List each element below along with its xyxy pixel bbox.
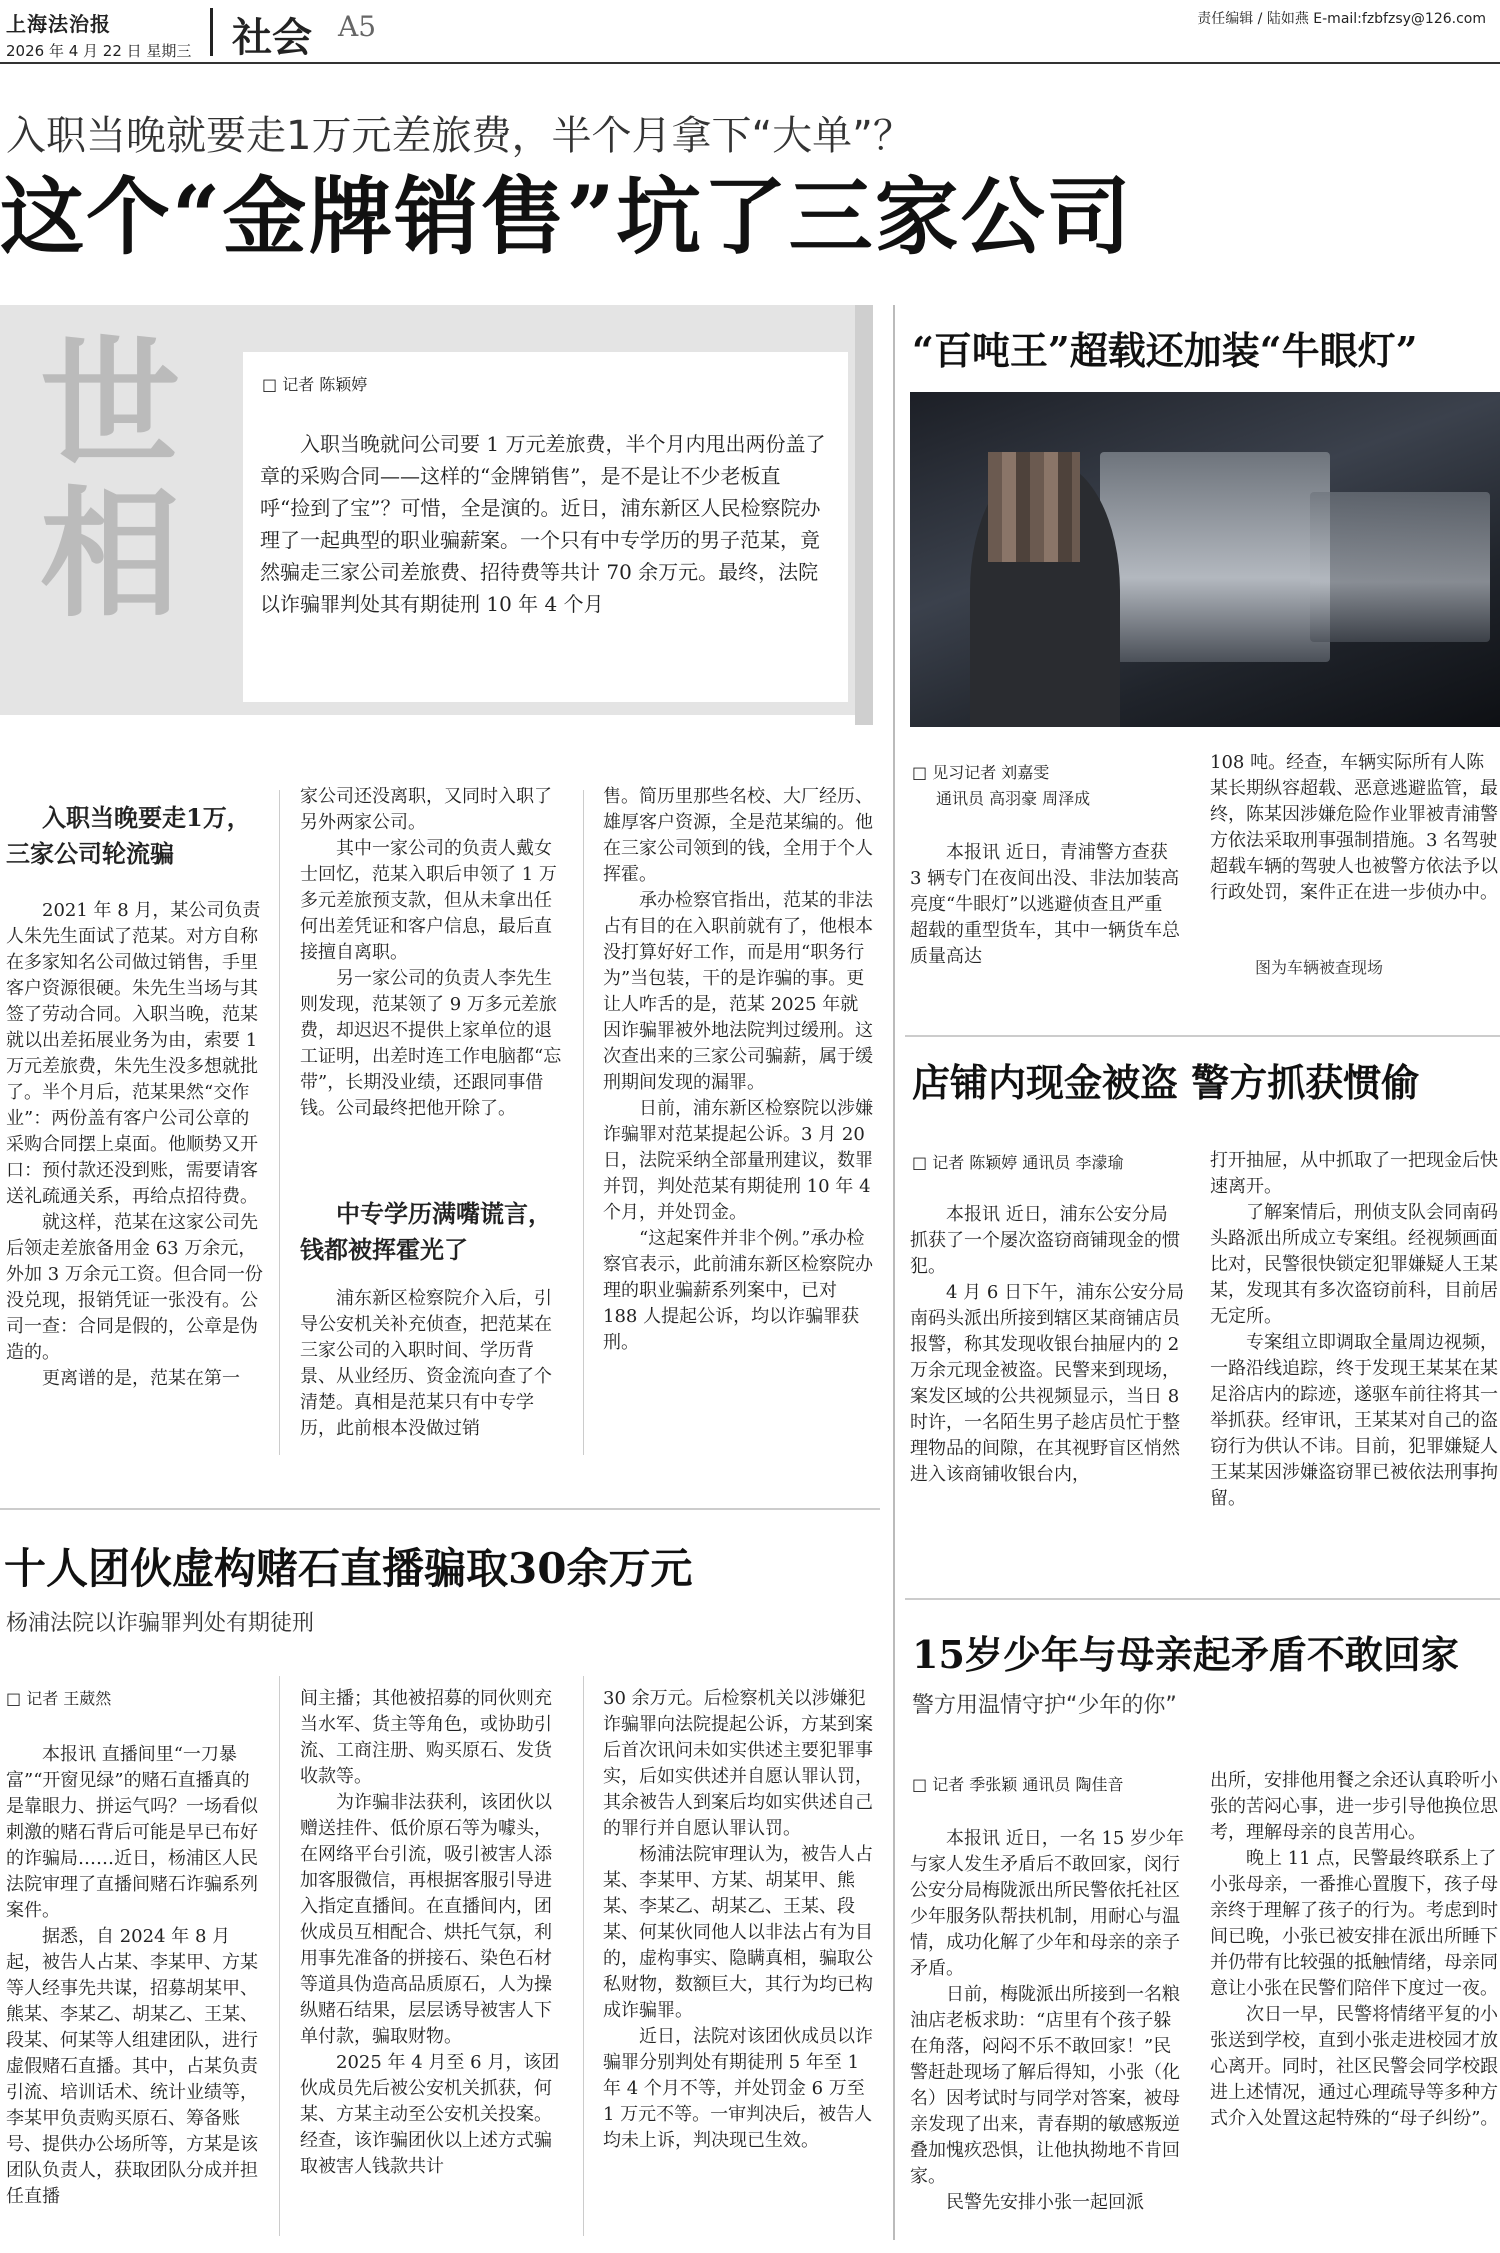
lead-subhead-2: 中专学历满嘴谎言，钱都被挥霍光了 xyxy=(300,1199,552,1264)
paragraph: 108 吨。经查，车辆实际所有人陈某长期纵容超载、恶意逃避监管，最终，陈某因涉嫌危险作业罪被青浦警方依法采取刑事强制措施。3 名驾驶超载车辆的驾驶人也被警方依法予以行政处罚，案件正在进一步侦办中。 xyxy=(1210,752,1498,903)
gang-column-1 xyxy=(6,1742,266,2210)
paragraph: 本报讯 近日，青浦警方查获 3 辆专门在夜间出没、非法加装高亮度“牛眼灯”以逃避侦查且严重超载的重型货车，其中一辆货车总质量高达 xyxy=(910,842,1180,967)
column-divider xyxy=(583,1676,584,2236)
paragraph: 2021 年 8 月，某公司负责人朱先生面试了范某。对方自称在多家知名公司做过销售，手里客户资源很硬。朱先生当场与其签了劳动合同。入职当晚，范某就以出差拓展业务为由，索要 1 万元差旅费，朱先生没多想就批了。半个月后，范某果然“交作业”：两份盖有客户公司公章的采购合同摆上桌面。他顺势又开口：预付款还没到账，需要请客送礼疏通关系，再给点招待费。 xyxy=(6,900,261,1207)
paragraph: 民警先安排小张一起回派 xyxy=(946,2192,1144,2213)
section-rule xyxy=(0,1508,880,1510)
issue-date: 2026 年 4 月 22 日 星期三 xyxy=(6,42,192,60)
theft-column-2 xyxy=(1210,1148,1500,1512)
paragraph: 专案组立即调取全量周边视频，一路沿线追踪，终于发现王某某在某足浴店内的踪迹，遂驱车前往将其一举抓获。经审讯，王某某对自己的盗窃行为供认不讳。目前，犯罪嫌疑人王某某因涉嫌盗窃罪已被依法刑事拘留。 xyxy=(1210,1332,1498,1509)
column-divider xyxy=(279,790,280,1455)
photo-caption: 图为车辆被查现场 xyxy=(1255,958,1384,977)
teen-column-1 xyxy=(910,1826,1185,2216)
blurred-face xyxy=(988,452,1080,562)
gang-column-2 xyxy=(300,1686,565,2180)
truck-icon xyxy=(1310,492,1490,642)
paragraph: 家公司还没离职，又同时入职了另外两家公司。 xyxy=(300,786,552,833)
section-rule xyxy=(905,1598,1500,1600)
paragraph: 本报讯 近日，浦东公安分局抓获了一个屡次盗窃商铺现金的惯犯。 xyxy=(910,1204,1180,1277)
paragraph: 次日一早，民警将情绪平复的小张送到学校，直到小张走进校园才放心离开。同时，社区民警会同学校跟进上述情况，通过心理疏导等多种方式介入处置这起特殊的“母子纠纷”。 xyxy=(1210,2004,1499,2129)
column-mark: 世相 xyxy=(40,323,181,637)
masthead-divider xyxy=(210,8,213,56)
truck-column-1 xyxy=(910,840,1180,970)
paragraph: 另一家公司的负责人李先生则发现，范某领了 9 万多元差旅费，却迟迟不提供上家单位的退工证明，出差时连工作电脑都“忘带”，长期没业绩，还跟同事借钱。公司最终把他开除了。 xyxy=(300,968,562,1119)
lead-column-1 xyxy=(6,898,266,1392)
gang-byline: □ 记者 王葳然 xyxy=(6,1689,112,1708)
gang-story-title: 十人团伙虚构赌石直播骗取30余万元 xyxy=(4,1544,693,1593)
column-divider xyxy=(583,790,584,1455)
teen-story-title: 15岁少年与母亲起矛盾不敢回家 xyxy=(912,1632,1459,1677)
paragraph: 日前，梅陇派出所接到一名粮油店老板求助：“店里有个孩子躲在角落，闷闷不乐不敢回家！”民警赶赴现场了解后得知，小张（化名）因考试时与同学对答案，被母亲发现了出来，青春期的敏感叛逆叠加愧疚恐惧，让他执拗地不肯回家。 xyxy=(910,1984,1180,2187)
editor-credit: 责任编辑 / 陆如燕 E-mail:fzbfzsy@126.com xyxy=(1197,11,1486,27)
newspaper-logo: 上海法治报 xyxy=(6,12,111,36)
paragraph: 本报讯 近日，一名 15 岁少年与家人发生矛盾后不敢回家，闵行公安分局梅陇派出所民警依托社区少年服务队帮扶机制，用耐心与温情，成功化解了少年和母亲的亲子矛盾。 xyxy=(910,1828,1185,1979)
truck-byline: □ 见习记者 刘嘉雯 xyxy=(912,763,1050,782)
paragraph: 近日，法院对该团伙成员以诈骗罪分别判处有期徒刑 5 年至 1 年 4 个月不等，并处罚金 6 万至 1 万元不等。一审判决后，被告人均未上诉，判决现已生效。 xyxy=(603,2026,873,2151)
right-column-divider xyxy=(893,305,895,2240)
lead-column-2b xyxy=(300,1286,565,1442)
teen-byline: □ 记者 季张颖 通讯员 陶佳音 xyxy=(912,1775,1124,1794)
masthead-rule xyxy=(0,62,1500,64)
lead-headline: 这个“金牌销售”坑了三家公司 xyxy=(0,167,1133,266)
lead-summary: 入职当晚就问公司要 1 万元差旅费，半个月内甩出两份盖了章的采购合同——这样的“金牌销售”，是不是让不少老板直呼“捡到了宝”？可惜，全是演的。近日，浦东新区人民检察院办理了一起典型的职业骗薪案。一个只有中专学历的男子范某，竟然骗走三家公司差旅费、招待费等共计 70 余万元。最终，法院以诈骗罪判处其有期徒刑 10 年 4 个月 xyxy=(260,432,826,616)
theft-byline: □ 记者 陈颖婷 通讯员 李濛瑜 xyxy=(912,1153,1124,1172)
paragraph: 打开抽屉，从中抓取了一把现金后快速离开。 xyxy=(1210,1150,1498,1197)
paragraph: 晚上 11 点，民警最终联系上了小张母亲，一番推心置腹下，孩子母亲终于理解了孩子的行为。考虑到时间已晚，小张已被安排在派出所睡下并仍带有比较强的抵触情绪，母亲同意让小张在民警们陪伴下度过一夜。 xyxy=(1210,1848,1498,1999)
lead-column-3 xyxy=(603,784,873,1356)
paragraph: 2025 年 4 月至 6 月，该团伙成员先后被公安机关抓获，何某、方某主动至公安机关投案。经查，该诈骗团伙以上述方式骗取被害人钱款共计 xyxy=(300,2052,560,2177)
page-number: A5 xyxy=(338,10,377,43)
paragraph: 本报讯 直播间里“一刀暴富”“开窗见绿”的赌石直播真的是靠眼力、拼运气吗？一场看似刺激的赌石背后可能是早已布好的诈骗局……近日，杨浦区人民法院审理了直播间赌石诈骗系列案件。 xyxy=(6,1744,258,1921)
section-rule xyxy=(905,1035,1500,1037)
paragraph: 承办检察官指出，范某的非法占有目的在入职前就有了，他根本没打算好好工作，而是用“职务行为”当包装，干的是诈骗的事。更让人咋舌的是，范某 2025 年就因诈骗罪被外地法院判过缓刑。这次查出来的三家公司骗薪，属于缓刑期间发现的漏罪。 xyxy=(603,890,873,1093)
lead-kicker: 入职当晚就要走1万元差旅费，半个月拿下“大单”？ xyxy=(6,113,913,159)
section-name: 社会 xyxy=(232,14,312,61)
paragraph: 售。简历里那些名校、大厂经历、雄厚客户资源，全是范某编的。他在三家公司领到的钱，全用于个人挥霍。 xyxy=(603,786,873,885)
paragraph: 据悉，自 2024 年 8 月起，被告人占某、李某甲、方某等人经事先共谋，招募胡某甲、熊某、李某乙、胡某乙、王某、段某、何某等人组建团队，进行虚假赌石直播。其中，占某负责引流、培训话术、统计业绩等，李某甲负责购买原石、筹备账号、提供办公场所等，方某是该团队负责人，获取团队分成并担任直播 xyxy=(6,1926,258,2207)
lead-subhead-1: 入职当晚要走1万，三家公司轮流骗 xyxy=(6,803,251,868)
paragraph: 杨浦法院审理认为，被告人占某、李某甲、方某、胡某甲、熊某、李某乙、胡某乙、王某、段某、何某伙同他人以非法占有为目的，虚构事实、隐瞒真相，骗取公私财物，数额巨大，其行为均已构成诈骗罪。 xyxy=(603,1844,873,2021)
truck-photo xyxy=(910,392,1500,727)
theft-story-title: 店铺内现金被盗 警方抓获惯偷 xyxy=(912,1060,1420,1105)
teen-column-2 xyxy=(1210,1768,1500,2132)
paragraph: 30 余万元。后检察机关以涉嫌犯诈骗罪向法院提起公诉，方某到案后首次讯问未如实供述主要犯罪事实，后如实供述并自愿认罪认罚，其余被告人到案后均如实供述自己的罪行并自愿认罪认罚。 xyxy=(603,1688,873,1839)
lead-byline: □ 记者 陈颖婷 xyxy=(262,375,368,394)
gang-story-subtitle: 杨浦法院以诈骗罪判处有期徒刑 xyxy=(6,1611,315,1636)
gang-column-3 xyxy=(603,1686,875,2154)
theft-column-1 xyxy=(910,1202,1185,1488)
truck-column-2 xyxy=(1210,750,1500,906)
paragraph: 其中一家公司的负责人戴女士回忆，范某入职后申领了 1 万多元差旅预支款，但从未拿出任何出差凭证和客户信息，最后直接擅自离职。 xyxy=(300,838,557,963)
truck-icon xyxy=(1100,452,1330,662)
paragraph: 日前，浦东新区检察院以涉嫌诈骗罪对范某提起公诉。3 月 20 日，法院采纳全部量刑建议，数罪并罚，判处范某有期徒刑 10 年 4 个月，并处罚金。 xyxy=(603,1098,873,1223)
column-divider xyxy=(279,1676,280,2236)
paragraph: 了解案情后，刑侦支队会同南码头路派出所成立专案组。经视频画面比对，民警很快锁定犯罪嫌疑人王某某，发现其有多次盗窃前科，目前居无定所。 xyxy=(1210,1202,1498,1327)
teen-story-subtitle: 警方用温情守护“少年的你” xyxy=(912,1693,1177,1718)
lead-column-2 xyxy=(300,784,565,1122)
paragraph: 4 月 6 日下午，浦东公安分局南码头派出所接到辖区某商铺店员报警，称其发现收银台抽屉内的 2 万余元现金被盗。民警来到现场，案发区域的公共视频显示，当日 8 时许，一名陌生男子趁店员忙于整理物品的间隙，在其视野盲区悄然进入该商铺收银台内， xyxy=(910,1282,1185,1485)
paragraph: 更离谱的是，范某在第一 xyxy=(42,1368,240,1389)
paragraph: 就这样，范某在这家公司先后领走差旅备用金 63 万余元，外加 3 万余元工资。但合同一份没兑现，报销凭证一张没有。公司一查：合同是假的，公章是伪造的。 xyxy=(6,1212,263,1363)
banner-edge xyxy=(855,305,873,725)
paragraph: 出所，安排他用餐之余还认真聆听小张的苦闷心事，进一步引导他换位思考，理解母亲的良苦用心。 xyxy=(1210,1770,1498,1843)
paragraph: 为诈骗非法获利，该团伙以赠送挂件、低价原石等为噱头，在网络平台引流，吸引被害人添加客服微信，再根据客服引导进入指定直播间。在直播间内，团伙成员互相配合、烘托气氛，利用事先准备的拼接石、染色石材等道具伪造高品质原石，人为操纵赌石结果，层层诱导被害人下单付款，骗取财物。 xyxy=(300,1792,552,2047)
truck-byline-2: 通讯员 高羽豪 周泽成 xyxy=(936,789,1091,808)
paragraph: “这起案件并非个例。”承办检察官表示，此前浦东新区检察院办理的职业骗薪系列案中，已对 188 人提起公诉，均以诈骗罪获刑。 xyxy=(603,1228,873,1353)
truck-story-title: “百吨王”超载还加装“牛眼灯” xyxy=(912,328,1418,373)
paragraph: 间主播；其他被招募的同伙则充当水军、货主等角色，或协助引流、工商注册、购买原石、发货收款等。 xyxy=(300,1688,552,1787)
paragraph: 浦东新区检察院介入后，引导公安机关补充侦查，把范某在三家公司的入职时间、学历背景、从业经历、资金流向查了个清楚。真相是范某只有中专学历，此前根本没做过销 xyxy=(300,1288,552,1439)
